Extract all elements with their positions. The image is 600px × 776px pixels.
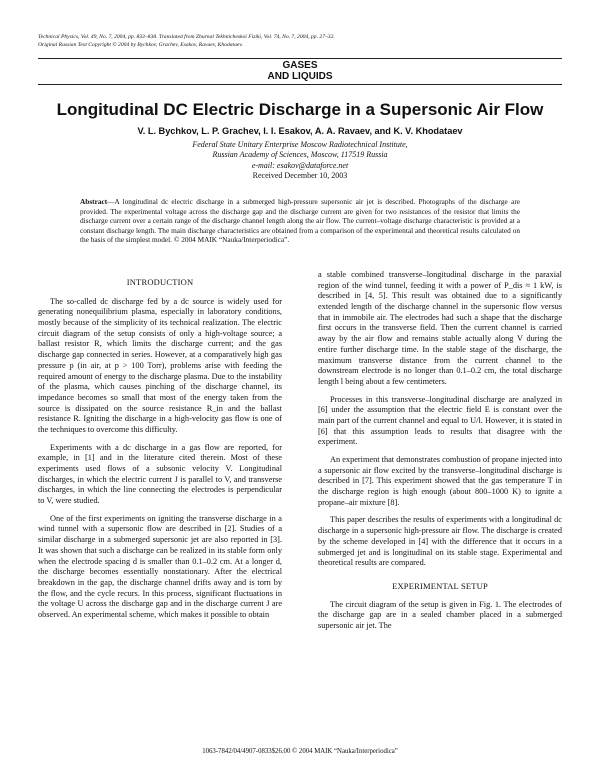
body-paragraph: An experiment that demonstrates combustion of propane injected into a supersonic air flow excited by the transverse–longitudinal discharge is described in [7]. This experiment showed that the gas temperature T in the discharge region is high enough (about 800–1000 K) to ignite a propane–air mixture [8].: [318, 455, 562, 507]
journal-header: [38, 33, 558, 49]
body-paragraph: The circuit diagram of the setup is given in Fig. 1. The electrodes of the discharge gap are in a sealed chamber placed in a submerged supersonic air jet. The: [318, 599, 562, 630]
left-column: [38, 277, 282, 621]
copyright-line: Original Russian Text Copyright © 2004 by Bychkov, Grachev, Esakov, Ravaev, Khodataev.: [38, 42, 243, 48]
received-date: Received December 10, 2003: [252, 171, 348, 181]
body-paragraph: The so-called dc discharge fed by a dc source is widely used for generating nonequilibrium plasma, especially in laboratory conditions, mostly because of the simplicity of its technical realization. The electric circuit diagram of the setup consists of only a high-voltage source; a ballast resistor R, which limits the discharge current; and the gas discharge gap connected in series. However, at a comparatively high gas pressure p (in air, at p > 100 Torr), problems arise with feeding the required amount of energy to the discharge plasma. Due to the instability of the plasma, which causes pinching of the discharge channel, its impedance becomes so small that most of the energy taken from the source is dissipated on the source resistance R_in and the ballast resistance R. Igniting the discharge in a high-velocity gas flow is one of the techniques to overcome this difficulty.: [38, 296, 282, 434]
author-list: V. L. Bychkov, L. P. Grachev, I. I. Esakov, A. A. Ravaev, and K. V. Khodataev: [137, 126, 463, 136]
body-paragraph: a stable combined transverse–longitudinal discharge in the paraxial region of the wind tunnel, feeding it with a power of P_dis ≈ 1 kW, is described in [4, 5]. This result was obtained due to a significantly extended length of the discharge channel in the supersonic flow versus that in immobile air. The electrodes had such a shape that the discharge first occurs in the transverse field. Then the current channel is carried away by the air flow and remains stable actually along V during the entire further discharge time. In the stable stage of the discharge, the maximum transverse distance from the current channel to the downstream electrode is no longer than 0.1–0.2 cm, the total discharge length l being about a few centimeters.: [318, 270, 562, 386]
body-paragraph: One of the first experiments on igniting the transverse discharge in a wind tunnel with a supersonic flow are described in [2]. Studies of a similar discharge in a submerged supersonic jet are also reported in [3]. It was shown that such a discharge can be realized in its stable form only when the electrode spacing d is smaller than 0.1–0.2 cm. At a longer d, the discharge becomes essentially nonstationary. After the electrical breakdown in the gap, the discharge channel drifts away and is torn by the flow, and the cycle recurs. In this process, significant fluctuations in the voltage U across the discharge gap and in the discharge current J are observed. An experimental scheme, which makes it possible to obtain: [38, 513, 282, 619]
author-email[interactable]: e-mail: esakov@dataforce.net: [251, 160, 349, 170]
section-heading-line1: GASES: [282, 60, 318, 71]
paper-title: Longitudinal DC Electric Discharge in a Supersonic Air Flow: [56, 100, 544, 119]
body-paragraph: Experiments with a dc discharge in a gas flow are reported, for example, in [1] and in the literature cited therein. Most of these experiments used flows of a subsonic velocity V. Longitudinal discharges, in which the electric current J is parallel to V, and transverse discharges, in which the line connecting the electrodes is perpendicular to V, were studied.: [38, 442, 282, 506]
affiliation-block: [0, 140, 600, 182]
introduction-heading: INTRODUCTION: [126, 277, 194, 287]
affiliation-line1: Federal State Unitary Enterprise Moscow Radiotechnical Institute,: [192, 140, 408, 149]
body-paragraph: Processes in this transverse–longitudinal discharge are analyzed in [6] under the assumption that the electric field E is constant over the main part of the current channel and equal to U/l. However, it is stated in [6] that this assumption leads to results that disagree with the experiment.: [318, 394, 562, 447]
abstract: [80, 197, 520, 245]
page-footer: 1063-7842/04/4907-0833$26.00 © 2004 MAIK “Nauka/Interperiodica”: [202, 748, 398, 755]
affiliation-line2: Russian Academy of Sciences, Moscow, 117519 Russia: [212, 150, 388, 160]
section-rule: [38, 84, 562, 85]
body-paragraph: This paper describes the results of experiments with a longitudinal dc discharge in a supersonic high-pressure air flow. The discharge is created by the scheme developed in [4] with the difference that it occurs in a submerged jet and is longitudinal on its stable stage. Experimental and theoretical results are compared.: [318, 515, 562, 568]
abstract-text: —A longitudinal dc electric discharge in a submerged high-pressure supersonic air jet is described. Photographs of the discharge are provided. The experimental voltage across the discharge gap and the discharge current are given for two resistances of the resistor that limits the discharge current over a certain range of the discharge channel length along the air flow. The current–voltage discharge characteristic is provided at a constant discharge length. The main discharge characteristics are obtained from a comparison of the experimental and theoretical results calculated on the basis of the simplest model. © 2004 MAIK “Nauka/Interperiodica”.: [80, 197, 520, 244]
experimental-setup-heading: EXPERIMENTAL SETUP: [392, 580, 488, 591]
journal-citation: Technical Physics, Vol. 49, No. 7, 2004, pp. 833–838. Translated from Zhurnal Tekhnicheskoĭ Fiziki, Vol. 74, No. 7, 2004, pp. 27–32.: [38, 34, 335, 40]
right-column: [318, 270, 562, 632]
section-heading-line2: AND LIQUIDS: [267, 71, 333, 82]
top-rule: [38, 58, 562, 59]
abstract-label: Abstract: [80, 197, 108, 206]
